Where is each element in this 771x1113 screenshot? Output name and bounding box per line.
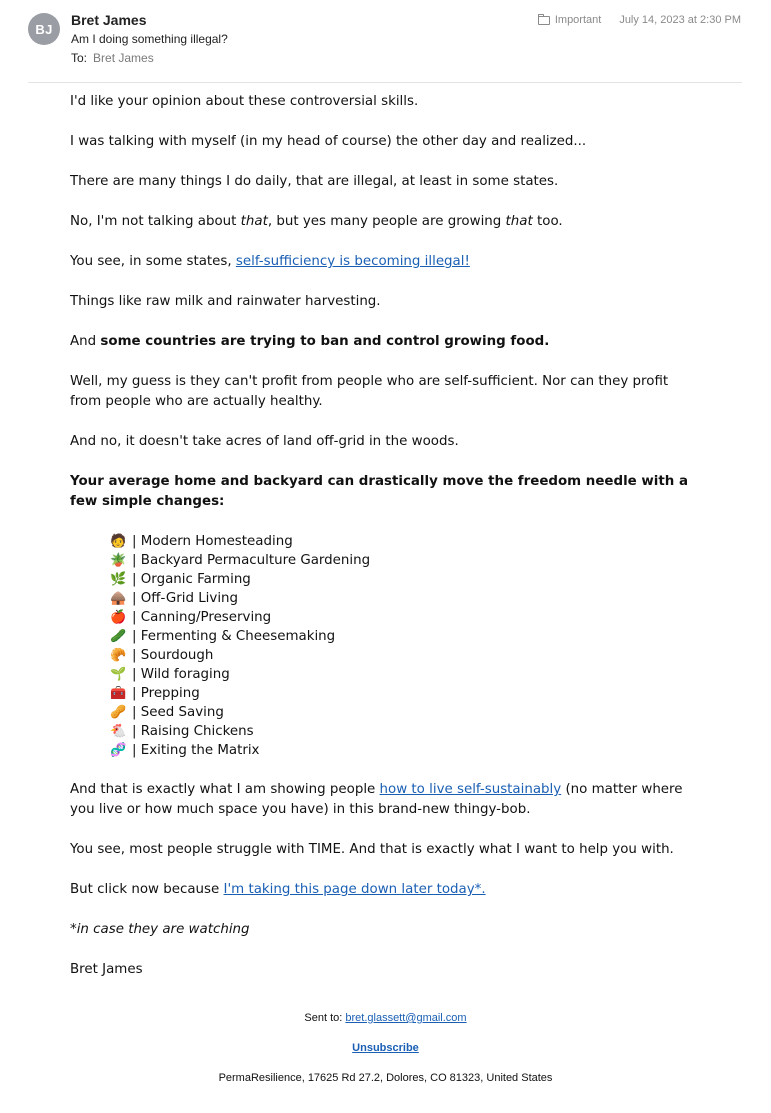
skill-label: | Sourdough (132, 648, 214, 663)
emphasis-text: that (505, 214, 533, 229)
self-sustainably-link[interactable]: how to live self-sustainably (379, 782, 562, 797)
recipient-email-link[interactable]: bret.glassett@gmail.com (345, 1012, 467, 1024)
email-header (0, 0, 771, 82)
hut-icon: 🛖 (110, 591, 127, 606)
emphasis-text: that (240, 214, 268, 229)
skill-label: | Backyard Permaculture Gardening (132, 553, 371, 568)
skill-label: | Canning/Preserving (132, 610, 272, 625)
skill-label: | Raising Chickens (132, 724, 254, 739)
email-body (70, 92, 700, 1000)
dna-icon: 🧬 (110, 743, 127, 758)
skill-item (110, 741, 700, 760)
text-run: And that is exactly what I am showing people (70, 782, 380, 797)
text-run: And (70, 334, 101, 349)
skill-item (110, 646, 700, 665)
skill-item (110, 703, 700, 722)
skill-item (110, 722, 700, 741)
chicken-icon: 🐔 (110, 724, 127, 739)
skill-label: | Organic Farming (132, 572, 251, 587)
sender-address: PermaResilience, 17625 Rd 27.2, Dolores, CO 81323, United States (218, 1072, 553, 1084)
paragraph (70, 252, 700, 272)
paragraph (70, 780, 700, 820)
first-aid-kit-icon: 🧰 (110, 686, 127, 701)
skills-list (70, 532, 700, 760)
farmer-icon: 🧑 (110, 534, 127, 549)
herb-icon: 🌿 (110, 572, 127, 587)
to-label: To: (71, 51, 88, 65)
italic-note: *in case they are watching (70, 922, 250, 937)
skill-item (110, 589, 700, 608)
peanut-icon: 🥜 (110, 705, 127, 720)
skill-label: | Prepping (132, 686, 200, 701)
skill-item (110, 570, 700, 589)
paragraph (70, 332, 700, 352)
skill-label: | Off-Grid Living (132, 591, 239, 606)
email-subject: Am I doing something illegal? (71, 32, 228, 46)
paragraph: And no, it doesn't take acres of land off-grid in the woods. (70, 434, 459, 449)
text-run: You see, in some states, (70, 254, 236, 269)
recipient-line (71, 51, 154, 65)
paragraph (70, 880, 700, 900)
text-run: (no matter where you live or how much space you have) in this brand-new thingy-bob. (70, 782, 683, 817)
signature: Bret James (70, 962, 143, 977)
potted-plant-icon: 🪴 (110, 553, 127, 568)
skill-label: | Seed Saving (132, 705, 224, 720)
text-run: , but yes many people are growing (267, 214, 506, 229)
skill-label: | Fermenting & Cheesemaking (132, 629, 336, 644)
apple-icon: 🍎 (110, 610, 127, 625)
folder-icon (538, 16, 550, 25)
sent-to-line (0, 1008, 771, 1038)
cucumber-icon: 🥒 (110, 629, 127, 644)
paragraph: Things like raw milk and rainwater harvesting. (70, 294, 381, 309)
skill-label: | Modern Homesteading (132, 534, 293, 549)
bold-paragraph: Your average home and backyard can drastically move the freedom needle with a few simple changes: (70, 474, 689, 509)
page-down-link[interactable]: I'm taking this page down later today*. (223, 882, 486, 897)
skill-item (110, 532, 700, 551)
seedling-icon: 🌱 (110, 667, 127, 682)
paragraph: I'd like your opinion about these controversial skills. (70, 94, 419, 109)
skill-item (110, 551, 700, 570)
text-run: too. (532, 214, 563, 229)
croissant-icon: 🥐 (110, 648, 127, 663)
sender-name[interactable]: Bret James (71, 12, 147, 28)
paragraph: You see, most people struggle with TIME. And that is exactly what I want to help you with. (70, 842, 674, 857)
skill-item (110, 608, 700, 627)
skill-label: | Exiting the Matrix (132, 743, 260, 758)
unsubscribe-link[interactable]: Unsubscribe (352, 1042, 419, 1054)
skill-item (110, 684, 700, 703)
sent-to-label: Sent to: (304, 1012, 346, 1024)
header-divider (28, 82, 742, 83)
paragraph: Well, my guess is they can't profit from people who are self-sufficient. Nor can they profit from people who are actually healthy. (70, 374, 669, 409)
paragraph: I was talking with myself (in my head of course) the other day and realized... (70, 134, 587, 149)
bold-text: some countries are trying to ban and control growing food. (100, 334, 550, 349)
email-meta (538, 14, 741, 26)
email-date: July 14, 2023 at 2:30 PM (619, 14, 741, 26)
paragraph (70, 212, 700, 232)
text-run: But click now because (70, 882, 224, 897)
text-run: No, I'm not talking about (70, 214, 241, 229)
mailbox-label[interactable]: Important (554, 14, 602, 26)
self-sufficiency-link[interactable]: self-sufficiency is becoming illegal! (235, 254, 470, 269)
avatar: BJ (28, 13, 60, 45)
skill-item (110, 627, 700, 646)
skill-item (110, 665, 700, 684)
paragraph: There are many things I do daily, that are illegal, at least in some states. (70, 174, 559, 189)
skill-label: | Wild foraging (132, 667, 230, 682)
email-footer (0, 1008, 771, 1098)
recipient-name[interactable]: Bret James (93, 51, 154, 65)
unsubscribe-row (0, 1038, 771, 1068)
